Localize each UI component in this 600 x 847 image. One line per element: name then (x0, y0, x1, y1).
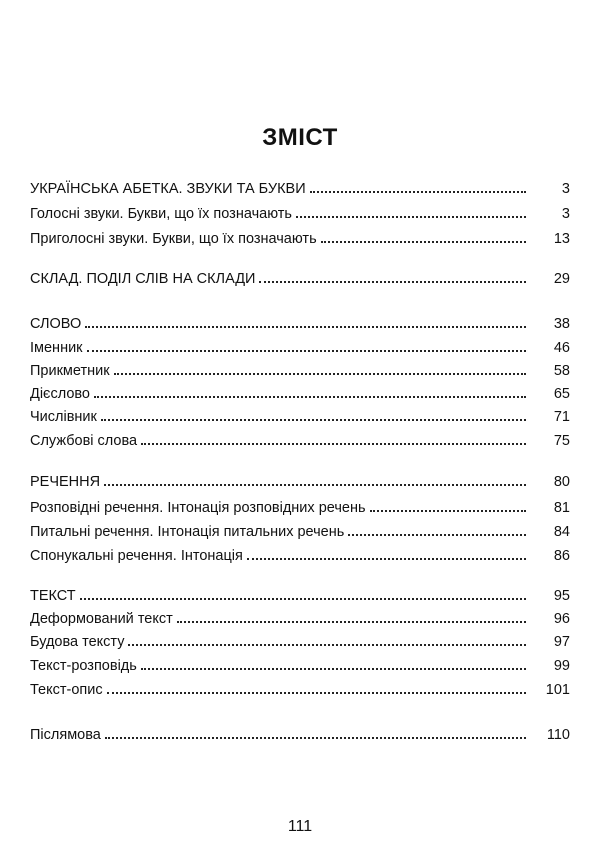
toc-page: 84 (553, 524, 570, 540)
toc-page: 71 (553, 409, 570, 425)
toc-label: Спонукальні речення. Інтонація (30, 548, 243, 564)
toc-item-deformed-text (30, 608, 570, 628)
dot-leader (94, 396, 526, 398)
toc-page: 101 (545, 682, 570, 698)
toc-item-interrogative (30, 521, 570, 541)
dot-leader (107, 692, 526, 694)
toc-label: РЕЧЕННЯ (30, 474, 101, 490)
toc-page: 75 (553, 433, 570, 449)
toc-page: 95 (553, 588, 570, 604)
toc-label: ТЕКСТ (30, 588, 76, 604)
toc-page: 3 (561, 206, 570, 222)
dot-leader (296, 216, 526, 218)
toc-page: 86 (553, 548, 570, 564)
toc-heading-text (30, 585, 570, 605)
dot-leader (87, 350, 526, 352)
toc-page: 58 (553, 363, 570, 379)
toc-heading-word (30, 313, 570, 333)
toc-item-consonants (30, 228, 570, 248)
dot-leader (247, 558, 526, 560)
dot-leader (101, 419, 526, 421)
toc-label: Будова тексту (30, 634, 125, 650)
toc-item-adjective (30, 360, 570, 380)
toc-label: Службові слова (30, 433, 138, 449)
dot-leader (259, 281, 526, 283)
toc-item-declarative (30, 497, 570, 517)
toc-heading-alphabet (30, 178, 570, 198)
toc-item-narrative (30, 655, 570, 675)
dot-leader (310, 191, 526, 193)
toc-page: 80 (553, 474, 570, 490)
toc-label: Прикметник (30, 363, 110, 379)
toc-label: СЛОВО (30, 316, 82, 332)
toc-page: 65 (553, 386, 570, 402)
toc-page: 110 (546, 727, 570, 743)
toc-page: 46 (553, 340, 570, 356)
toc-page: 97 (553, 634, 570, 650)
toc-page: 38 (553, 316, 570, 332)
toc-page: 29 (553, 271, 570, 287)
page-title: ЗМІСТ (262, 124, 338, 151)
toc-label: Розповідні речення. Інтонація розповідних речень (30, 500, 366, 516)
dot-leader (141, 668, 526, 670)
toc-label: УКРАЇНСЬКА АБЕТКА. ЗВУКИ ТА БУКВИ (30, 181, 306, 197)
toc-page: 3 (561, 181, 570, 197)
toc-label: Післямова (30, 727, 101, 743)
dot-leader (114, 373, 526, 375)
dot-leader (348, 534, 526, 536)
dot-leader (321, 241, 526, 243)
toc-item-function-words (30, 430, 570, 450)
toc-item-vowels (30, 203, 570, 223)
toc-item-verb (30, 383, 570, 403)
toc-heading-afterword (30, 724, 570, 744)
dot-leader (80, 598, 526, 600)
toc-label: Текст-опис (30, 682, 103, 698)
toc-heading-sentence (30, 471, 570, 491)
dot-leader (370, 510, 526, 512)
dot-leader (141, 443, 526, 445)
toc-label: Текст-розповідь (30, 658, 137, 674)
toc-page: 96 (553, 611, 570, 627)
toc-label: Деформований текст (30, 611, 173, 627)
toc-item-description (30, 679, 570, 699)
page-number: 111 (287, 818, 313, 835)
toc-label: СКЛАД. ПОДІЛ СЛІВ НА СКЛАДИ (30, 271, 256, 287)
toc-heading-syllable (30, 268, 570, 288)
toc-page: 81 (553, 500, 570, 516)
dot-leader (104, 484, 526, 486)
toc-label: Голосні звуки. Букви, що їх позначають (30, 206, 292, 222)
dot-leader (177, 621, 526, 623)
toc-label: Іменник (30, 340, 83, 356)
toc-label: Питальні речення. Інтонація питальних речень (30, 524, 345, 540)
toc-page: 13 (553, 231, 570, 247)
toc-item-text-structure (30, 631, 570, 651)
dot-leader (85, 326, 526, 328)
toc-label: Числівник (30, 409, 97, 425)
dot-leader (105, 737, 526, 739)
toc-item-noun (30, 337, 570, 357)
toc-label: Приголосні звуки. Букви, що їх позначають (30, 231, 317, 247)
toc-item-numeral (30, 406, 570, 426)
toc-item-imperative (30, 545, 570, 565)
dot-leader (128, 644, 526, 646)
toc-page: 99 (553, 658, 570, 674)
toc-label: Дієслово (30, 386, 90, 402)
